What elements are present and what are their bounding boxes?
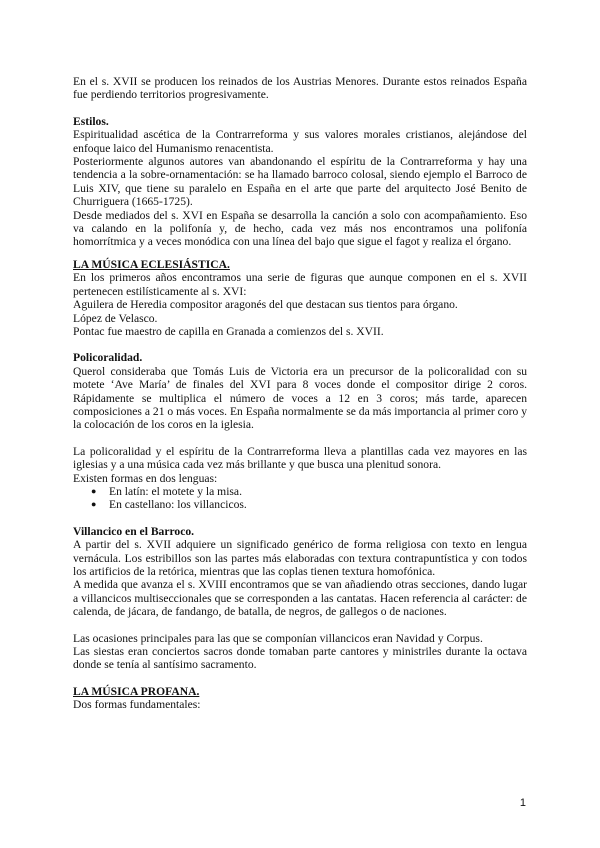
estilos-paragraph-1: Espiritualidad ascética de la Contrarreforma y sus valores morales cristianos, alejándose del enfoque laico del Humanismo renacentista. <box>73 128 527 155</box>
eclesiastica-paragraph-1: En los primeros años encontramos una serie de figuras que aunque componen en el s. XVII pertenecen estilísticamente al s. XVI: <box>73 271 527 298</box>
profana-paragraph-1: Dos formas fundamentales: <box>73 698 201 712</box>
eclesiastica-paragraph-2: Aguilera de Heredia compositor aragonés del que destacan sus tientos para órgano. <box>73 298 458 312</box>
eclesiastica-heading: LA MÚSICA ECLESIÁSTICA. <box>73 257 230 271</box>
estilos-heading: Estilos. <box>73 114 109 128</box>
eclesiastica-paragraph-3: López de Velasco. <box>73 311 158 325</box>
villancico-paragraph-1: A partir del s. XVII adquiere un significado genérico de forma religiosa con texto en lengua vernácula. Los estribillos son las partes más elaboradas con textura contrapuntística y con todos los artificios de la retórica, mientras que las coplas tienen textura homofónica. <box>73 538 527 578</box>
policoralidad-heading: Policoralidad. <box>73 351 143 365</box>
villancico-heading: Villancico en el Barroco. <box>73 524 195 538</box>
profana-heading: LA MÚSICA PROFANA. <box>73 684 200 698</box>
policoralidad-paragraph-2: La policoralidad y el espíritu de la Contrarreforma lleva a plantillas cada vez mayores en las iglesias y a una música cada vez más brillante y que busca una plenitud sonora. <box>73 444 527 472</box>
estilos-paragraph-3: Desde mediados del s. XVI en España se desarrolla la canción a solo con acompañamiento. Eso va calando en la polifonía y, de hecho, cada vez más nos encontramos una polifonía homorrítmica y a veces monódica con una línea del bajo que sigue el fagot y realiza el órgano. <box>73 208 527 249</box>
intro-paragraph: En el s. XVII se producen los reinados de los Austrias Menores. Durante estos reinados España fue perdiendo territorios progresivamente. <box>73 75 527 102</box>
page-content <box>73 75 527 712</box>
villancico-paragraph-3: Las ocasiones principales para las que se componían villancicos eran Navidad y Corpus. <box>73 631 483 645</box>
policoralidad-paragraph-1: Querol consideraba que Tomás Luis de Victoria era un precursor de la policoralidad con su motete ‘Ave María’ de finales del XVI para 8 voces donde el compositor dirige 2 coros. Rápidamente se multiplica el número de voces a 12 en 3 coros; más tarde, aparecen composiciones a 21 o más voces. En España normalmente se da más importancia al primer coro y la colocación de los coros en la iglesia. <box>73 364 527 432</box>
policoralidad-paragraph-3: Existen formas en dos lenguas: <box>73 471 218 485</box>
estilos-paragraph-2: Posteriormente algunos autores van abandonando el espíritu de la Contrarreforma y hay una tendencia a la sobre-ornamentación: se ha llamado barroco colosal, siendo ejemplo el Barroco de Luis XIV, que tiene su paralelo en España en el arte que parte del arquitecto José Benito de Churriguera (1665-1725). <box>73 155 527 209</box>
lenguas-list <box>73 485 527 512</box>
villancico-paragraph-4: Las siestas eran conciertos sacros donde tomaban parte cantores y ministriles durante la octava donde se tenía al santísimo sacramento. <box>73 645 527 672</box>
eclesiastica-paragraph-4: Pontac fue maestro de capilla en Granada a comienzos del s. XVII. <box>73 324 384 338</box>
list-item: ● En castellano: los villancicos. <box>73 498 527 511</box>
list-item: ● En latín: el motete y la misa. <box>73 485 527 498</box>
villancico-paragraph-2: A medida que avanza el s. XVIII encontramos que se van añadiendo otras secciones, dando lugar a villancicos multiseccionales que se corresponden a las cantatas. Hacen referencia al carácter: de calenda, de jácara, de fandango, de batalla, de negros, de gallegos o de naciones. <box>73 578 527 619</box>
page-number: 1 <box>519 797 526 809</box>
